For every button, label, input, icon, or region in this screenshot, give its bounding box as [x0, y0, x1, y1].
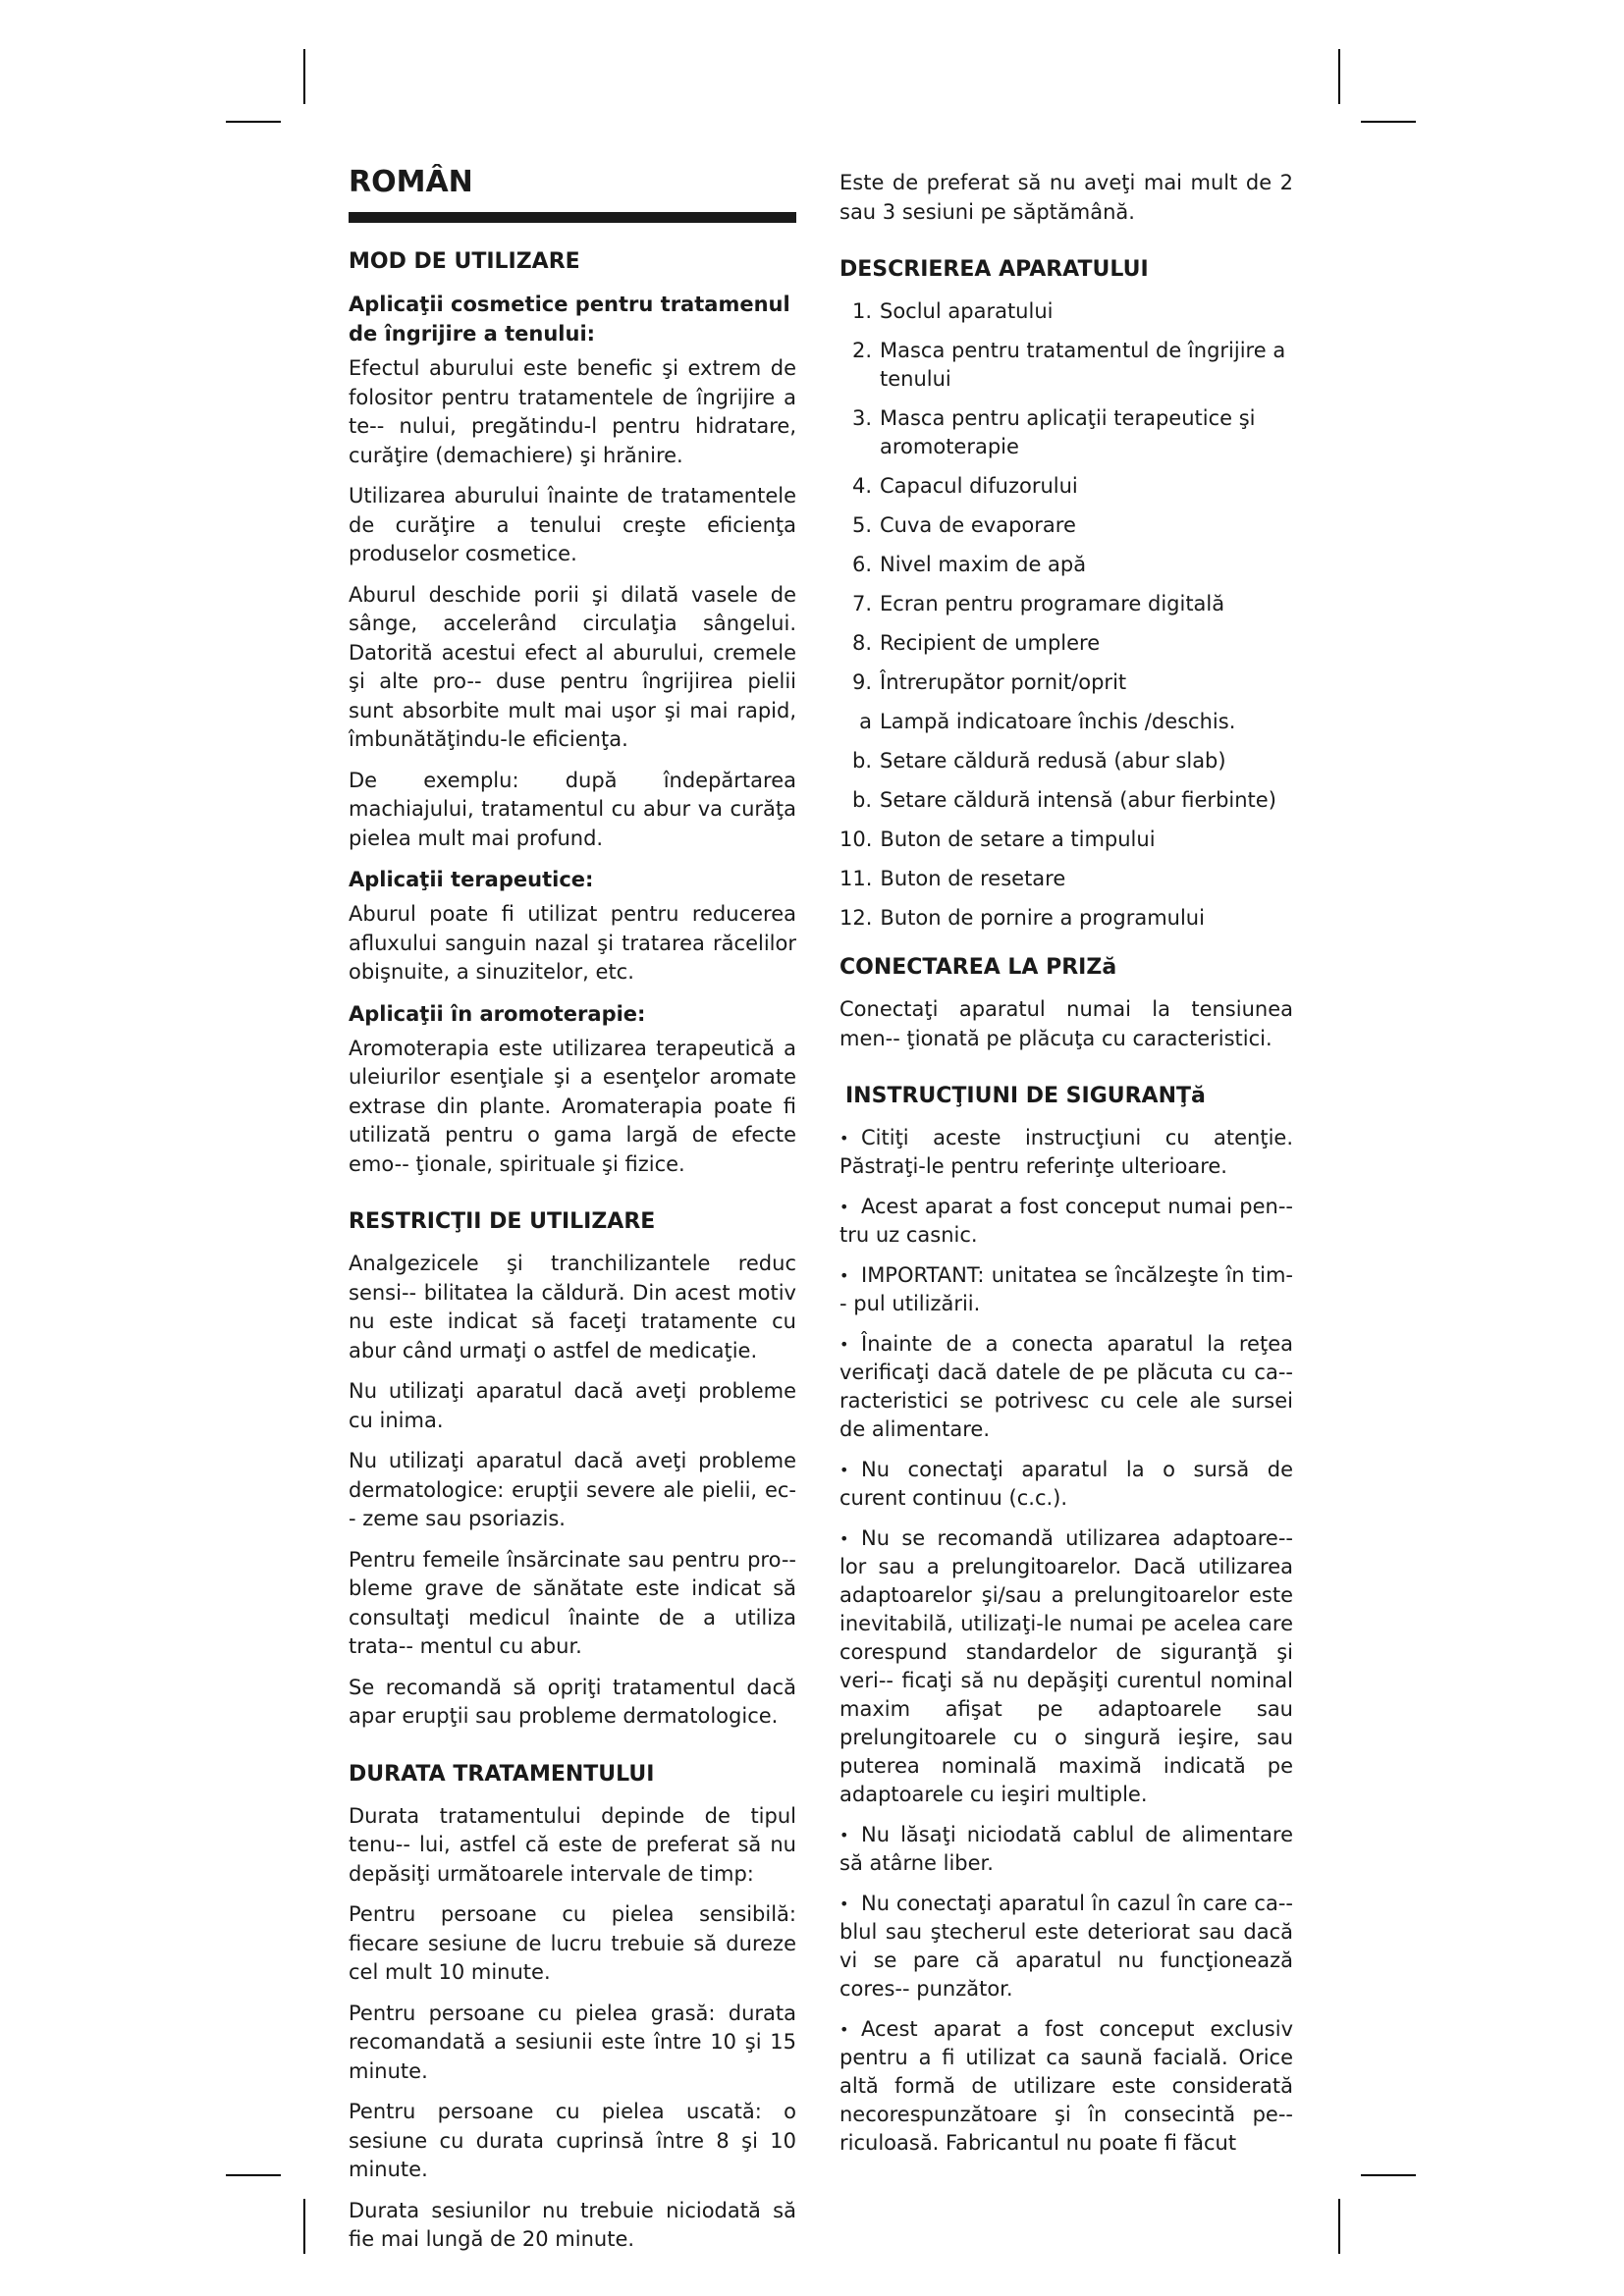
usage-heading: MOD DE UTILIZARE — [349, 249, 580, 274]
list-item: 7. Ecran pentru programare digitală — [851, 592, 1225, 615]
restrictions-paragraph-5: Se recomandă să opriţi tratamentul dacă apar erupţii sau probleme dermatologice. — [349, 1675, 796, 1728]
list-item: • IMPORTANT: unitatea se încălzeşte în tim-- pul utilizării. — [839, 1263, 1293, 1315]
list-item: 5. Cuva de evaporare — [851, 513, 1076, 537]
crop-mark-top-left-vertical — [303, 49, 305, 104]
duration-paragraph-4: Pentru persoane cu pielea uscată: o sesiune cu durata cuprinsă între 8 şi 10 minute. — [349, 2100, 796, 2181]
list-item: 10. Buton de setare a timpului — [839, 828, 1156, 851]
usage-paragraph-1: Efectul aburului este benefic şi extrem de folositor pentru tratamentele de îngrijire a te-- nului, pregătindu-l pentru hidratare, curăţire (demachiere) şi hrănire. — [349, 356, 796, 467]
connection-heading: CONECTAREA LA PRIZă — [839, 955, 1117, 980]
therapy-paragraph: Aburul poate fi utilizat pentru reducerea afluxului sanguin nazal şi tratarea răcelilor obişnuite, a sinuzitelor, etc. — [349, 902, 796, 984]
usage-paragraph-3: Aburul deschide porii şi dilată vasele de sânge, accelerând circulaţia sângelui. Datorită acestui efect al aburului, cremele şi alte pro-- duse pentru îngrijirea pielii sunt absorbite mult mai uşor şi mai rapid, îmbunătăţindu-le eficienţa. — [349, 582, 796, 751]
list-item: 9. Întrerupător pornit/oprit — [851, 670, 1127, 694]
sessions-paragraph: Este de preferat să nu aveţi mai mult de 2 sau 3 sesiuni pe săptămână. — [839, 171, 1293, 224]
restrictions-paragraph-2: Nu utilizaţi aparatul dacă aveţi probleme cu inima. — [349, 1379, 796, 1432]
connection-paragraph: Conectaţi aparatul numai la tensiunea men-- ţionată pe plăcuţa cu caracteristici. — [839, 997, 1293, 1050]
duration-paragraph-2: Pentru persoane cu pielea sensibilă: fiecare sesiune de lucru trebuie să dureze cel mult 10 minute. — [349, 1902, 796, 1984]
restrictions-heading: RESTRICŢII DE UTILIZARE — [349, 1209, 656, 1234]
usage-paragraph-2: Utilizarea aburului înainte de tratamentele de curăţire a tenului creşte eficienţa produselor cosmetice. — [349, 484, 796, 565]
list-item: • Înainte de a conecta aparatul la reţea verificaţi dacă datele de pe plăcuta cu ca-- racteristici se potrivesc cu cele ale sursei de alimentare. — [839, 1332, 1293, 1441]
crop-mark-bottom-right-vertical — [1338, 2199, 1340, 2254]
list-item: b. Setare căldură intensă (abur fierbinte) — [851, 788, 1276, 812]
aroma-subheading: Aplicaţii în aromoterapie: — [349, 1001, 646, 1026]
list-item: • Citiţi aceste instrucţiuni cu atenţie. Păstraţi-le pentru referinţe ulterioare. — [839, 1126, 1293, 1178]
list-item: • Acest aparat a fost conceput exclusiv pentru a fi utilizat ca saună facială. Orice altă formă de utilizare este considerată necorespunzătoare şi în consecintă pe-- riculoasă. Fabricantul nu poate fi făcut — [839, 2017, 1293, 2155]
list-item: 3. Masca pentru aplicaţii terapeutice şi aromoterapie — [851, 406, 1256, 458]
cosmetic-subheading: Aplicaţii cosmetice pentru tratamenul de îngrijire a tenului: — [349, 293, 790, 346]
crop-mark-bottom-right-horizontal — [1361, 2174, 1416, 2176]
usage-paragraph-4: De exemplu: după îndepărtarea machiajului, tratamentul cu abur va curăţa pielea mult mai profund. — [349, 768, 796, 850]
crop-mark-bottom-left-vertical — [303, 2199, 305, 2254]
safety-list — [839, 1124, 1293, 2158]
list-item: • Nu conectaţi aparatul la o sursă de curent continuu (c.c.). — [839, 1458, 1293, 1510]
crop-mark-top-right-horizontal — [1361, 121, 1416, 123]
list-item: b. Setare căldură redusă (abur slab) — [851, 749, 1226, 773]
list-item: • Nu conectaţi aparatul în cazul în care ca-- blul sau ştecherul este deteriorat sau dacă vi se pare că aparatul nu funcţionează cores-- punzător. — [839, 1892, 1293, 2001]
duration-heading: DURATA TRATAMENTULUI — [349, 1761, 655, 1787]
title-rule — [349, 212, 796, 223]
list-item: 1. Soclul aparatului — [851, 299, 1054, 323]
list-item: 4. Capacul difuzorului — [851, 474, 1078, 498]
description-heading: DESCRIEREA APARATULUI — [839, 257, 1149, 282]
list-item: • Nu lăsaţi niciodată cablul de alimentare să atârne liber. — [839, 1823, 1293, 1875]
list-item: a Lampă indicatoare închis /deschis. — [859, 710, 1236, 733]
restrictions-paragraph-1: Analgezicele şi tranchilizantele reduc sensi-- bilitatea la căldură. Din acest motiv nu este indicat să faceţi tratamente cu abur când urmaţi o astfel de medicaţie. — [349, 1252, 796, 1362]
list-item: 6. Nivel maxim de apă — [851, 553, 1087, 576]
therapy-subheading: Aplicaţii terapeutice: — [349, 868, 594, 891]
list-item: 11. Buton de resetare — [839, 867, 1066, 890]
duration-paragraph-1: Durata tratamentului depinde de tipul tenu-- lui, astfel că este de preferat să nu depăsiţi următoarele intervale de timp: — [349, 1803, 796, 1886]
aroma-paragraph: Aromoterapia este utilizarea terapeutică a uleiurilor esenţiale şi a esenţelor aromate extrase din plante. Aromaterapia poate fi utilizată pentru o gama largă de efecte emo-- ţionale, spirituale şi fizice. — [349, 1036, 796, 1176]
crop-mark-top-left-horizontal — [226, 121, 281, 123]
crop-mark-bottom-left-horizontal — [226, 2174, 281, 2176]
duration-paragraph-3: Pentru persoane cu pielea grasă: durata recomandată a sesiunii este între 10 şi 15 minute. — [349, 2001, 796, 2083]
safety-heading: INSTRUCŢIUNI DE SIGURANŢă — [845, 1084, 1206, 1108]
list-item: 2. Masca pentru tratamentul de îngrijire a tenului — [851, 339, 1286, 391]
right-column — [839, 169, 1293, 2169]
restrictions-paragraph-4: Pentru femeile însărcinate sau pentru pro-- bleme grave de sănătate este indicat să consultaţi medicul înainte de a utiliza trata-- mentul cu abur. — [349, 1547, 796, 1658]
crop-mark-top-right-vertical — [1338, 49, 1340, 104]
left-column — [349, 165, 796, 2267]
list-item: • Acest aparat a fost conceput numai pen-- tru uz casnic. — [839, 1195, 1293, 1247]
restrictions-paragraph-3: Nu utilizaţi aparatul dacă aveţi probleme dermatologice: erupţii severe ale pielii, ec-- zeme sau psoriazis. — [349, 1449, 796, 1530]
list-item: 8. Recipient de umplere — [851, 631, 1101, 655]
list-item: • Nu se recomandă utilizarea adaptoare-- lor sau a prelungitoarelor. Dacă utilizarea adaptoarelor şi/sau a prelungitoarelor este inevitabilă, utilizaţi-le numai pe acelea care corespund standardelor de siguranţă şi veri-- ficaţi să nu depăşiţi curentul nominal maxim afişat pe adaptoarele sau prelungitoarele cu o singură ieşire, sau puterea nominală maximă indicată pe adaptoarele cu ieşiri multiple. — [839, 1526, 1293, 1806]
language-title: ROMÂN — [349, 165, 473, 199]
list-item: 12. Buton de pornire a programului — [839, 906, 1205, 930]
parts-list — [839, 297, 1293, 933]
duration-paragraph-5: Durata sesiunilor nu trebuie niciodată să fie mai lungă de 20 minute. — [349, 2198, 796, 2251]
